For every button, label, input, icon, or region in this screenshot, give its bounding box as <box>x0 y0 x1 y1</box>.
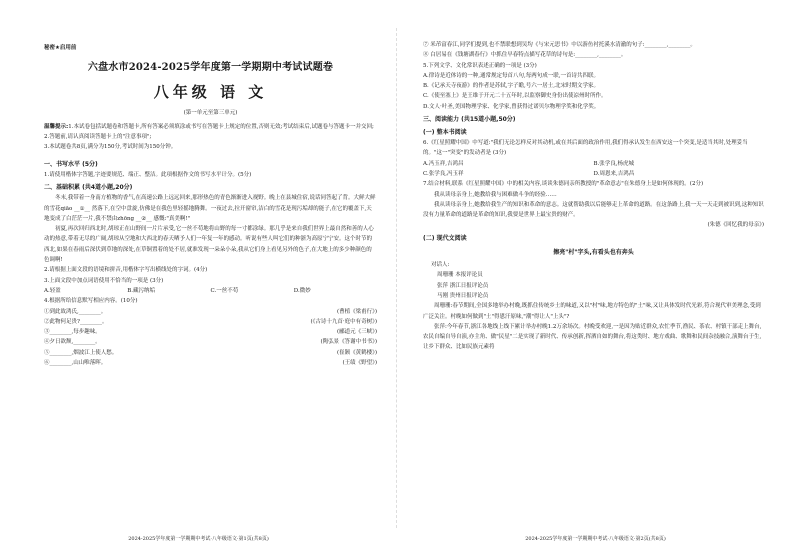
section-heading: 一、书写水平 (5分) <box>44 161 98 168</box>
option: A.冯玉祥,吉鸿昌 <box>423 160 464 167</box>
option: B.《记承天寺夜游》的作者是苏轼,字子瞻,号六一居士,北宋时期文学家。 <box>423 83 600 90</box>
option: D.周恩来,吉鸿昌 <box>593 170 635 177</box>
section-heading: 三、阅读能力 (共15道小题,50分) <box>423 116 516 124</box>
recite-item: ②此物何足贵?________。 (《古诗十九首·庭中有奇树》) <box>44 318 377 325</box>
recite-item: ④夕日欲颓,________。 (陶弘景《答谢中书书》) <box>44 339 377 346</box>
notice-line: 1.本试卷包括试题卷和答题卡,所有答案必须填涂或书写在答题卡上规定的位置,否则无效;考试结束后,试题卷与答题卡一并交回; <box>68 124 374 130</box>
question-6: 6.《红星照耀中国》中写道:"我们无论怎样反对其动机,或在其后面的政治作用,我们得承认发生在西安这一个突变,是适当其时,处理妥当的。"这一"突变"的发动者是 (3分) <box>423 140 748 157</box>
recite-item: ①到此故鸿氏,________。 (曹植《梁甫行》) <box>44 308 377 315</box>
page-footer: 2024-2025学年度第一学期期中考试·八年级语文·第2页(共8页) <box>525 536 666 542</box>
recite-item: ⑧ 白居易在《钱塘湖春行》中抓住早春特点描写花草的诗句是:________,________。 <box>423 52 627 59</box>
speaker: 马刚 贵州日报评论员 <box>437 292 489 299</box>
option: A.律诗是近体诗的一种,通常规定每首八句,每两句成一联,一首诗共四联。 <box>423 72 599 79</box>
grade-subject: 八年级 语 文 <box>153 83 268 101</box>
q7-passage: 我从读母亲身上,她教给我生产的知识和革命的意志。这就帮助我以后能够走上革命的道路。在这条路上,我一天一天走到被识到,这种知识没有力量革命的道路是革命的知识,我要是世界上最宝贵的财产。 <box>423 201 764 219</box>
q3-options <box>44 286 377 296</box>
subsection-heading: (一) 整本书阅读 <box>423 129 467 137</box>
q7-passage: 我从读母亲身上,她教给我与困难做斗争的经验…… <box>434 191 557 198</box>
question-4: 4.根据所给信息默写相应内容。(10分) <box>44 298 138 305</box>
notice-line: 3.本试题卷共8页,满分为150分,考试时间为150分钟。 <box>44 144 177 150</box>
option: B.张学良,杨虎城 <box>593 160 635 167</box>
passage-paragraph: 冬末,我带着一身南方植物的香气,在高速公路上远远回来,那形热色的青色渐渐进入视野。晚上在县城住宿,说话同答起了背。大鲜大鲜的雪花qiāo __①__ 然落下,在空中盘旋,仿佛是在我色里轻摇地腾舞。一夜过去,拉开窗帘,洁白的雪花是现污垢却的能子,在它的覆盖下,天地变成了白茫茫一片,我不禁由zhōng __②__ 感慨:"真美啊!" <box>44 195 376 222</box>
passage-paragraph: 初夏,再次回归西北时,胡琼正在山野间一片片承受,它一丝不苟地将山野的每一寸都涂绿。那几乎是来自我们世界上最自然和善的人心动的热意,带着无尽的广阔,胡琼从空地和大西北的春天晒予人们一年复一年的感动。听说有些人叫它们的种浙为高原宁宁安。这个时节的西北,如果在春雨后深伏到草地的深处,在草铜置着的处不居,就准发现一朵朵小朵,我从它们身上看见另外的色子,在大地上的多少种颜色的色调啊! <box>44 226 374 264</box>
question-1: 1.请使用楷体字答题,字迹要规范、端正、整洁。此项根据作文的书写水平计分。(5分) <box>44 172 252 178</box>
option: B.藏污纳垢 <box>127 287 156 294</box>
option: C.一丝不苟 <box>210 287 239 294</box>
dialogue-label: 对话人: <box>431 262 450 269</box>
q6-options-row <box>423 159 764 169</box>
recite-item: ⑤________,烟波江上使人愁。 (崔颢《黄鹤楼》) <box>44 349 377 356</box>
option: C.《使至塞上》是王维于开元二十五年时,以监察御史身份出使凉州时所作。 <box>423 93 607 100</box>
article-paragraph: 周珊珊:春节期间,全国多地举办村晚,既抓住传统乡土的味道,又以"村"味,地方特色的"土"味,又让具体发时代光彩,符合现代审美理念,受到广泛关注。村晚如何做到"土"得恩汗原味,"潮"得让人"上头"? <box>423 303 761 320</box>
article-title: 擦亮"村"字头,有看头也有奔头 <box>553 248 634 256</box>
page-footer: 2024-2025学年度第一学期期中考试·八年级语文·第1页(共8页) <box>128 536 269 542</box>
article-paragraph: 张萍:今年春节,浙江各地线上线下累计举办村晚1.2万余场次。村晚受欢迎,一是因为贴近群众,农忙季节,渔民、茶农、村镇干部走上舞台,农民自编自导自演,亦主角、做"民星"二是实现了新时代、传承创新,挥洒自如的舞台,将这类时、地方戏曲、歌舞和民间杂技融合,演舞台于生,让乡下群众、比如民族元素将 <box>423 323 762 351</box>
q6-options-row <box>423 169 764 179</box>
option: A.轻盈 <box>44 287 61 294</box>
page-right <box>397 0 794 550</box>
speaker: 周珊珊 本报评论员 <box>437 272 483 279</box>
question-7: 7.结合材料,联系《红星照耀中国》中的相关内容,谈谈朱德同亲所教授的"革命意志"在朱德身上是如何体现的。(2分) <box>423 181 704 188</box>
recite-item: ⑦ 米芾富春江,同学们提到,也不禁联想到吴均《与宋元思书》中以游鱼衬托溪水清澈的句子:________,________。 <box>423 42 696 48</box>
notice-label: 温馨提示: <box>44 124 69 130</box>
option: D.微妙 <box>293 287 311 294</box>
section-heading: 二、基础积累 (共4道小题,20分) <box>44 184 133 192</box>
notice-line: 2.答题前,请认真阅读答题卡上的"注意事项"; <box>44 134 152 140</box>
option: C.张学良,冯玉祥 <box>423 170 464 177</box>
secret-label: 秘密★启用前 <box>44 45 77 51</box>
speaker: 张萍 浙江日报评论员 <box>437 282 489 289</box>
question-2: 2.请根据上面文段的语境和拼音,用楷体字写出横线处的字词。(4分) <box>44 267 208 274</box>
q7-source: (朱德《回忆我的母亲》) <box>707 222 764 229</box>
exam-title: 六盘水市2024-2025学年度第一学期期中考试试题卷 <box>87 62 334 73</box>
question-3: 3.上面文段中加点词语使用不恰当的一项是 (3分) <box>44 277 164 284</box>
option: D.文人·叶圣,美国物理学家、化学家,曾获得过诺贝尔物理学奖和化学奖。 <box>423 103 600 110</box>
recite-item: ⑥________,山山唯落晖。 (王绩《野望》) <box>44 360 377 367</box>
subsection-heading: (二) 现代文阅读 <box>423 234 467 242</box>
scope-note: (第一单元至第三单元) <box>183 110 238 116</box>
question-5: 5.下列文学、文化常识表述正确的一项是 (3分) <box>423 62 537 69</box>
notice-block <box>44 122 377 152</box>
recite-item: ③________,每步趣味。 (郦道元《三峡》) <box>44 329 377 336</box>
